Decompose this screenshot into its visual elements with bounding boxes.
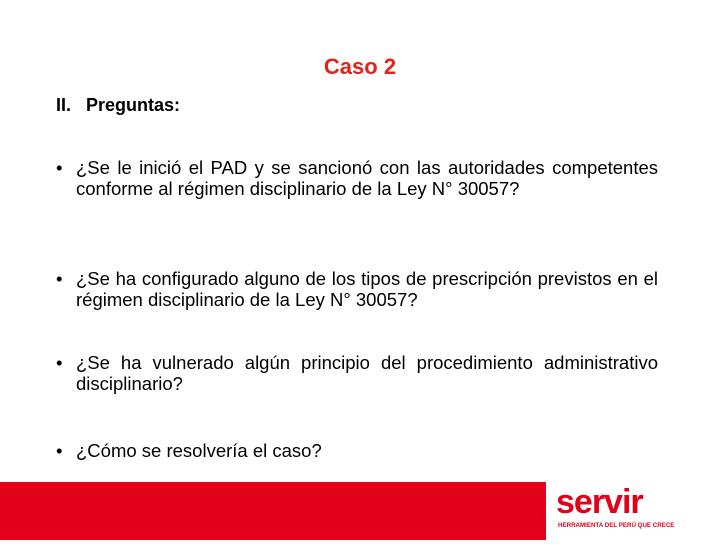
- question-item: [56, 352, 658, 394]
- slide-title: Caso 2: [323, 54, 397, 79]
- question-text: ¿Se ha vulnerado algún principio del procedimiento administrativo disciplinario?: [76, 352, 658, 394]
- servir-logo-icon: [546, 482, 720, 540]
- bullet-icon: •: [56, 268, 63, 289]
- question-text: ¿Se ha configurado alguno de los tipos de prescripción previstos en el régimen disciplinario de la Ley N° 30057?: [76, 268, 658, 310]
- question-item: [56, 440, 658, 461]
- bullet-icon: •: [56, 157, 63, 178]
- bullet-icon: •: [56, 352, 63, 373]
- logo-wordmark: servir: [556, 483, 643, 521]
- bullet-icon: •: [56, 440, 63, 461]
- question-text: ¿Cómo se resolvería el caso?: [76, 440, 322, 461]
- logo-tagline: HERRAMIENTA DEL PERÚ QUE CRECE: [558, 522, 675, 529]
- section-heading: II. Preguntas:: [56, 95, 181, 115]
- question-text: ¿Se le inició el PAD y se sancionó con las autoridades competentes conforme al régimen disciplinario de la Ley N° 30057?: [76, 157, 658, 199]
- question-item: [56, 268, 658, 310]
- servir-logo: [546, 482, 720, 540]
- question-item: [56, 157, 658, 199]
